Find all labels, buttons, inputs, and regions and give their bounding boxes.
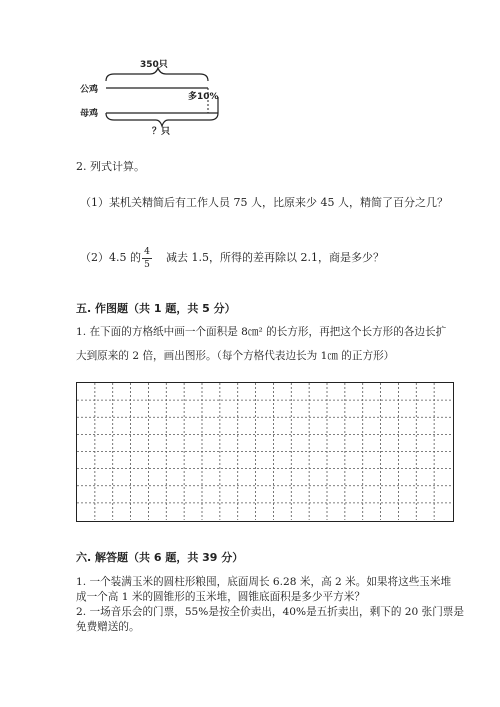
- fraction-bar: [142, 258, 152, 259]
- section-6-line-2: 成一个高 1 米的圆锥形的玉米堆，圆锥底面积是多少平方米？: [76, 591, 365, 603]
- diagram-row2-label: 母鸡: [80, 109, 99, 119]
- question-2-1: （1）某机关精简后有工作人员 75 人，比原来少 45 人，精简了百分之几？: [80, 196, 448, 209]
- fraction-four-fifths: [142, 247, 152, 270]
- diagram-top-label: 350只: [140, 60, 168, 70]
- section-5-line-2: 大到原来的 2 倍，画出图形。（每个方格代表边长为 1㎝ 的正方形）: [76, 350, 395, 362]
- section-6-heading: 六. 解答题（共 6 题，共 39 分）: [76, 551, 244, 564]
- section-6-line-4: 免费赠送的。: [76, 621, 140, 633]
- section-5-heading: 五. 作图题（共 1 题，共 5 分）: [76, 302, 236, 315]
- fraction-denominator: 5: [144, 260, 150, 270]
- diagram-side-label: 多10%: [188, 92, 219, 102]
- question-2-2-suffix: 减去 1.5，所得的差再除以 2.1，商是多少？: [166, 251, 384, 264]
- section-5-line-1: 1. 在下面的方格纸中画一个面积是 8㎝² 的长方形，再把这个长方形的各边长扩: [76, 326, 447, 338]
- fraction-numerator: 4: [144, 247, 150, 257]
- question-2-title: 2. 列式计算。: [76, 160, 145, 173]
- grid-paper[interactable]: [76, 382, 454, 522]
- section-6-line-1: 1. 一个装满玉米的圆柱形粮囤，底面周长 6.28 米，高 2 米。如果将这些玉米堆: [76, 576, 452, 588]
- question-2-2-prefix: （2）4.5 的: [80, 251, 141, 264]
- diagram-bottom-label: ？只: [152, 127, 171, 137]
- grid-lines: [77, 383, 452, 520]
- section-6-line-3: 2. 一场音乐会的门票，55%是按全价卖出，40%是五折卖出，剩下的 20 张门票是: [76, 606, 464, 618]
- diagram-row1-label: 公鸡: [80, 85, 99, 95]
